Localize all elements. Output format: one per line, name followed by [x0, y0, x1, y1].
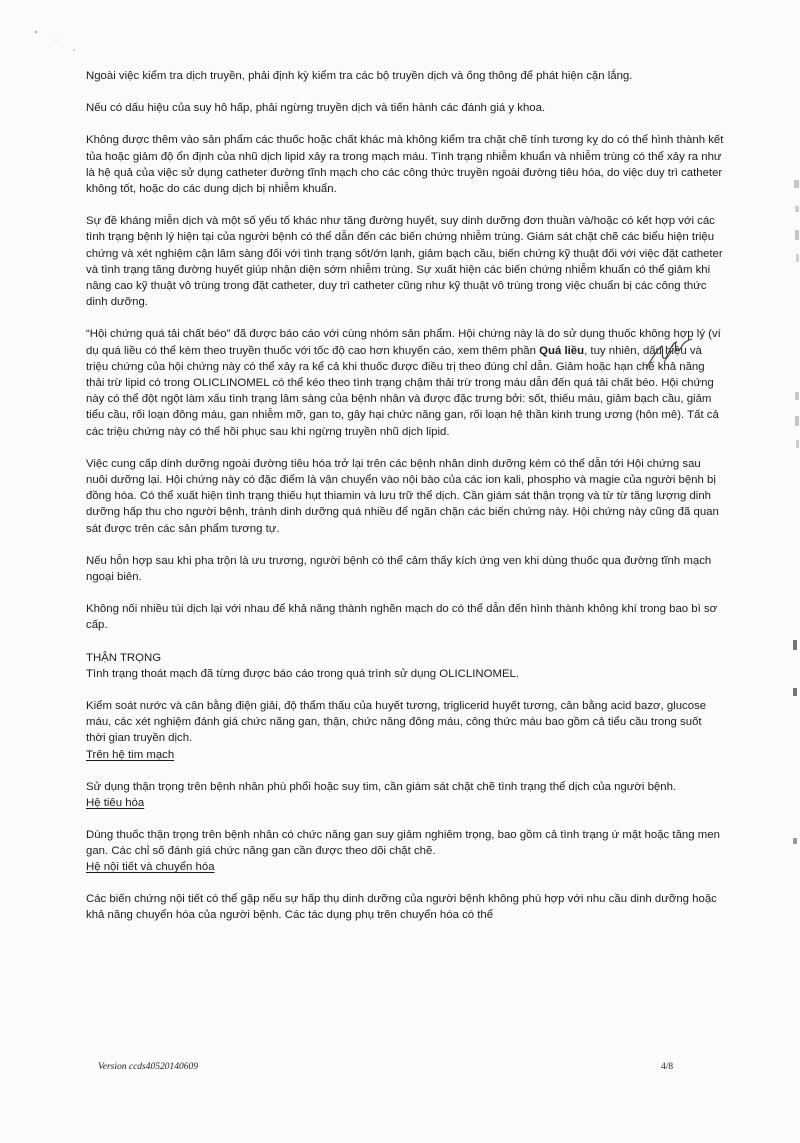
digestive-heading: Hệ tiêu hóa: [86, 796, 145, 809]
fat-overload-text-b: , tuy nhiên, dấu hiệu và triệu chứng của hội chứng này có thể xảy ra kể cả khi thuốc được điều trị theo đúng chỉ dẫn. Giảm hoặc hạn chế khả năng thải trừ lipid có trong OLICLINOMEL có thể kéo theo tình trạng chậm thải trừ trong máu dẫn đến quá tải chất béo. Hội chứng này có thể đột ngột làm xấu tình trạng lâm sàng của bệnh nhân và được đặc trưng bởi: sốt, thiếu máu, giảm bạch cầu, giảm tiểu cầu, rối loạn đông máu, gan nhiễm mỡ, gan to, gây hại chức năng gan, rối loạn hệ thần kinh trung ương (hôn mê). Tất cả các triệu chứng này có thể hồi phục sau khi ngừng truyền nhũ dịch lipid.: [86, 344, 719, 438]
paragraph-hypertonic: Nếu hỗn hợp sau khi pha trộn là ưu trương, người bệnh có thể cảm thấy kích ứng ven khi dùng thuốc qua đường tĩnh mạch ngoại biên.: [86, 554, 712, 584]
fat-overload-text-a: “Hội chứng quá tải chất béo” đã được báo cáo với cùng nhóm sản phẩm. Hội chứng này là do sử dụng thuốc không hợp lý (ví dụ quá liều có thể kèm theo truyền thuốc với tốc độ cao hơn khuyến cáo, xem thêm phần: [86, 328, 721, 357]
paragraph-refeeding: Việc cung cấp dinh dưỡng ngoài đường tiêu hóa trở lại trên các bệnh nhân dinh dưỡng kém có thể dẫn tới Hội chứng sau nuôi dưỡng lại. Hội chứng này có đặc điểm là vận chuyển vào nội bào của các ion kali, phospho và magie của người bệnh bị đồng hóa. Có thể xuất hiện tình trạng thiếu hụt thiamin và lưu trữ thể dịch. Cần giám sát thận trọng và từ từ tăng lượng dinh dưỡng hấp thu cho người bệnh, tránh dinh dưỡng quá nhiều để ngăn chặn các biến chứng này. Hội chứng này cũng đã quan sát được trên các sản phẩm tương tự.: [86, 457, 719, 535]
scan-edge-tick: [793, 640, 797, 650]
paragraph-infection: Sự đề kháng miễn dịch và một số yếu tố khác như tăng đường huyết, suy dinh dưỡng đơn thuần và/hoặc có kết hợp với các tình trạng bệnh lý hiện tại của người bệnh có thể dẫn đến các biến chứng nhiễm trùng. Giám sát chặt chẽ các biểu hiện triệu chứng và xét nghiệm cận lâm sàng đối với tình trạng sốt/ớn lạnh, giảm bạch cầu, biến chứng kỹ thuật đối với việc đặt catheter và tình trạng tăng đường huyết giúp nhận diện sớm nhiễm trùng. Sự xuất hiện các biến chứng nhiễm khuẩn có thể giảm khi nâng cao kỹ thuật vô trùng trong đặt catheter, duy trì catheter cũng như kỹ thuật vô trùng trong việc chuẩn bị các công thức dinh dưỡng.: [86, 215, 723, 309]
precautions-heading: THẬN TRỌNG: [86, 651, 162, 664]
scan-edge-tick: [793, 838, 797, 844]
paragraph-fat-overload: [86, 326, 724, 439]
page-number: 4/8: [661, 1062, 674, 1072]
scan-edge-artifacts: [786, 170, 800, 470]
paragraph-infusion-check: Ngoài việc kiểm tra dịch truyền, phải định kỳ kiểm tra các bộ truyền dịch và ống thông để phát hiện cặn lắng.: [86, 70, 633, 82]
document-body: [86, 68, 724, 924]
paragraph-compatibility: Không được thêm vào sản phẩm các thuốc hoặc chất khác mà không kiểm tra chặt chẽ tính tương kỵ do có thể hình thành kết tủa hoặc giảm độ ổn định của nhũ dịch lipid xảy ra trong mạch máu. Tình trạng nhiễm khuẩn và nhiễm trùng có thể xảy ra như là hệ quả của việc sử dụng catheter đường tĩnh mạch cho các công thức truyền ngoài đường tiêu hóa, do việc duy trì catheter không tốt, hoặc do các dung dịch bị nhiễm khuẩn.: [86, 134, 724, 196]
overdose-reference: Quá liều: [539, 344, 585, 357]
paragraph-extravasation: Tình trạng thoát mạch đã từng được báo cáo trong quá trình sử dụng OLICLINOMEL.: [86, 667, 520, 680]
signature-scribble-icon: [644, 338, 694, 372]
scan-speck-marks: [30, 28, 80, 68]
paragraph-cardio: Sử dụng thận trọng trên bệnh nhân phù phổi hoặc suy tim, cần giám sát chặt chẽ tình trạng thể dịch của người bệnh.: [86, 780, 677, 793]
paragraph-digestive: Dùng thuốc thận trọng trên bệnh nhân có chức năng gan suy giảm nghiêm trọng, bao gồm cả tình trạng ứ mật hoặc tăng men gan. Các chỉ số đánh giá chức năng gan cần được theo dõi chặt chẽ.: [86, 828, 720, 857]
endocrine-heading: Hệ nội tiết và chuyển hóa: [86, 861, 215, 874]
paragraph-endocrine: Các biến chứng nội tiết có thể gặp nếu sự hấp thụ dinh dưỡng của người bệnh không phù hợp với nhu cầu dinh dưỡng hoặc khả năng chuyển hóa của người bệnh. Các tác dụng phụ trên chuyển hóa có thể: [86, 893, 717, 922]
document-version: Version ccds40520140609: [98, 1062, 199, 1072]
paragraph-air-embolism: Không nối nhiều túi dịch lại với nhau để khả năng thành nghẽn mạch do có thể dẫn đến hình thành không khí trong bao bì sơ cấp.: [86, 603, 718, 632]
paragraph-monitoring: Kiểm soát nước và cân bằng điện giải, độ thẩm thấu của huyết tương, triglicerid huyết tương, cân bằng acid bazơ, glucose máu, các xét nghiệm đánh giá chức năng gan, thận, chức năng đông máu, công thức máu bao gồm cả tiểu cầu trong suốt thời gian truyền dịch.: [86, 699, 707, 745]
scan-edge-tick: [793, 688, 797, 696]
cardio-heading: Trên hệ tim mạch: [86, 748, 175, 761]
paragraph-respiratory: Nếu có dấu hiệu của suy hô hấp, phải ngừng truyền dịch và tiến hành các đánh giá y khoa.: [86, 102, 546, 115]
